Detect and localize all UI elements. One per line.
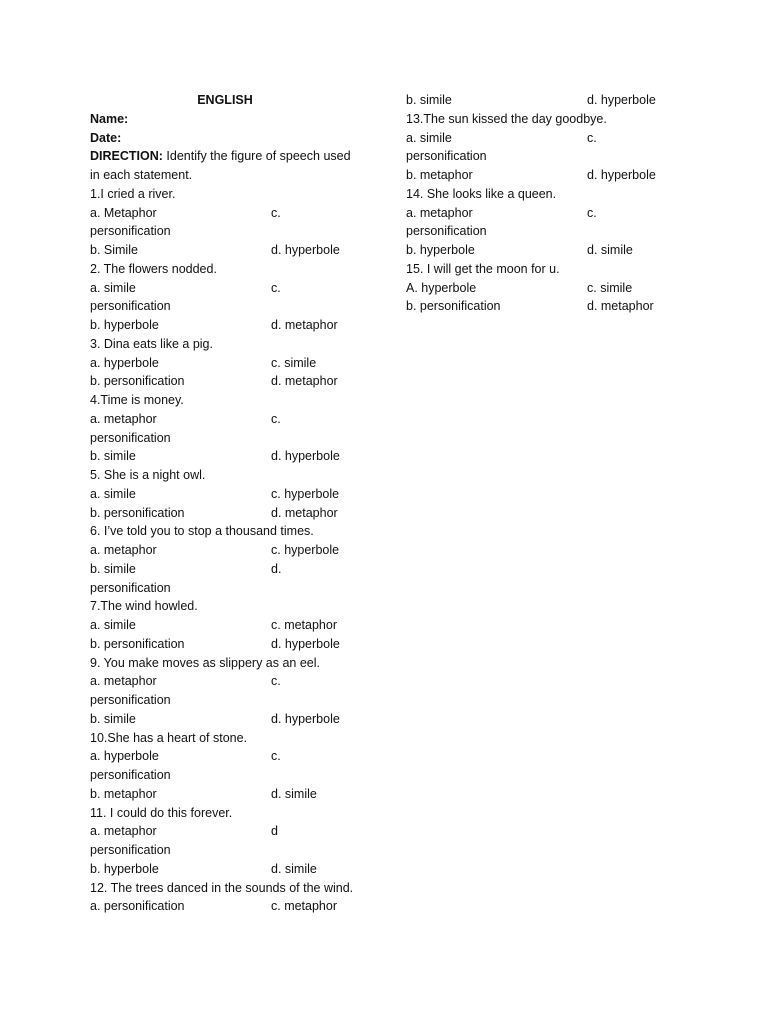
question-text: 9. You make moves as slippery as an eel. <box>90 655 320 670</box>
option-left: a. simile <box>90 486 136 501</box>
option-right: c. <box>271 205 281 220</box>
option-row <box>90 672 360 691</box>
page-title: ENGLISH <box>197 93 253 107</box>
date-label: Date: <box>90 130 122 145</box>
option-right: d. hyperbole <box>587 93 656 107</box>
option-row <box>406 241 676 260</box>
option-right: c. <box>587 130 597 145</box>
option-row <box>90 204 360 223</box>
option-continuation: personification <box>90 768 171 782</box>
option-row <box>90 541 360 560</box>
option-continuation: personification <box>90 299 171 314</box>
option-row <box>90 616 360 635</box>
option-row <box>406 91 676 110</box>
option-left: a. metaphor <box>90 543 157 557</box>
option-right: d. metaphor <box>271 505 338 520</box>
option-row <box>406 166 676 185</box>
option-right: d. <box>271 561 282 576</box>
option-left: b. metaphor <box>406 168 473 182</box>
option-row <box>90 822 360 841</box>
option-right: c. <box>271 674 281 689</box>
option-left: a. metaphor <box>90 674 157 689</box>
option-row <box>90 747 360 766</box>
question-text: 4.Time is money. <box>90 393 184 407</box>
option-row <box>90 241 360 260</box>
option-row <box>90 279 360 298</box>
option-right: c. hyperbole <box>271 486 340 501</box>
name-label: Name: <box>90 111 129 126</box>
option-left: a. simile <box>90 280 136 295</box>
option-row <box>90 410 360 429</box>
right-column <box>406 91 676 316</box>
option-left: a. simile <box>90 618 136 632</box>
option-right: c. <box>271 280 281 295</box>
option-row <box>90 504 360 523</box>
question-text: 2. The flowers nodded. <box>90 261 217 276</box>
option-row <box>90 860 360 879</box>
option-row <box>90 635 360 654</box>
option-right: d. simile <box>271 861 317 876</box>
option-right: d. hyperbole <box>271 711 340 726</box>
option-left: b. simile <box>90 449 136 464</box>
direction-label: DIRECTION: <box>90 149 163 164</box>
right-question-list <box>406 91 676 316</box>
option-continuation: personification <box>90 693 171 707</box>
option-row <box>90 485 360 504</box>
option-left: b. Simile <box>90 243 138 257</box>
option-row <box>406 297 676 316</box>
option-left: A. hyperbole <box>406 280 477 295</box>
option-left: a. hyperbole <box>90 749 159 764</box>
option-left: b. hyperbole <box>90 861 159 876</box>
option-right: c. <box>271 411 281 426</box>
option-continuation: personification <box>90 224 171 239</box>
option-row <box>90 354 360 373</box>
question-text: 11. I could do this forever. <box>90 805 233 820</box>
option-left: b. personification <box>90 374 185 389</box>
question-text: 15. I will get the moon for u. <box>406 261 560 276</box>
option-left: b. personification <box>90 505 185 520</box>
option-right: d. hyperbole <box>271 243 340 257</box>
option-row <box>90 560 360 579</box>
left-question-list <box>90 185 360 916</box>
option-row <box>90 447 360 466</box>
option-right: d. metaphor <box>587 299 654 314</box>
option-right: d. metaphor <box>271 318 338 332</box>
option-left: a. metaphor <box>90 824 157 839</box>
option-left: b. personification <box>90 636 185 651</box>
option-row <box>90 897 360 916</box>
option-continuation: personification <box>90 430 171 445</box>
option-right: d <box>271 824 278 839</box>
option-left: a. personification <box>90 899 185 914</box>
option-row <box>406 129 676 148</box>
option-row <box>90 316 360 335</box>
question-text: 13.The sun kissed the day goodbye. <box>406 111 607 126</box>
question-text: 10.She has a heart of stone. <box>90 730 248 745</box>
option-right: c. <box>587 205 597 220</box>
option-continuation: personification <box>406 149 487 164</box>
option-right: c. <box>271 749 281 764</box>
option-left: b. simile <box>90 711 136 726</box>
option-left: a. hyperbole <box>90 355 159 370</box>
option-right: d. simile <box>587 243 633 257</box>
option-right: d. hyperbole <box>271 449 340 464</box>
question-text: 1.I cried a river. <box>90 186 176 201</box>
option-right: c. simile <box>271 355 317 370</box>
option-left: b. hyperbole <box>406 243 475 257</box>
option-left: b. personification <box>406 299 501 314</box>
left-column <box>90 91 360 916</box>
option-left: b. hyperbole <box>90 318 159 332</box>
option-right: c. simile <box>587 280 633 295</box>
option-right: d. metaphor <box>271 374 338 389</box>
direction-line <box>90 147 360 166</box>
option-continuation: personification <box>406 224 487 239</box>
question-text: 7.The wind howled. <box>90 599 198 614</box>
option-row <box>90 372 360 391</box>
option-continuation: personification <box>90 580 171 595</box>
question-text: 5. She is a night owl. <box>90 468 206 482</box>
option-right: c. hyperbole <box>271 543 340 557</box>
option-right: d. simile <box>271 786 317 801</box>
question-text: 3. Dina eats like a pig. <box>90 336 213 351</box>
option-right: c. metaphor <box>271 899 338 914</box>
option-row <box>406 204 676 223</box>
option-right: d. hyperbole <box>271 636 340 651</box>
option-right: c. metaphor <box>271 618 338 632</box>
option-left: a. metaphor <box>90 411 157 426</box>
option-left: a. simile <box>406 130 452 145</box>
option-left: a. metaphor <box>406 205 473 220</box>
option-row <box>90 785 360 804</box>
direction-text: Identify the figure of speech used <box>162 149 351 164</box>
option-left: a. Metaphor <box>90 205 157 220</box>
direction-text-continued: in each statement. <box>90 168 193 182</box>
option-right: d. hyperbole <box>587 168 656 182</box>
option-left: b. simile <box>90 561 136 576</box>
option-continuation: personification <box>90 843 171 857</box>
question-text: 6. I’ve told you to stop a thousand times. <box>90 524 314 539</box>
question-text: 14. She looks like a queen. <box>406 186 557 201</box>
option-row <box>406 279 676 298</box>
question-text: 12. The trees danced in the sounds of the wind. <box>90 880 354 895</box>
option-left: b. metaphor <box>90 786 157 801</box>
option-row <box>90 710 360 729</box>
option-left: b. simile <box>406 93 452 107</box>
